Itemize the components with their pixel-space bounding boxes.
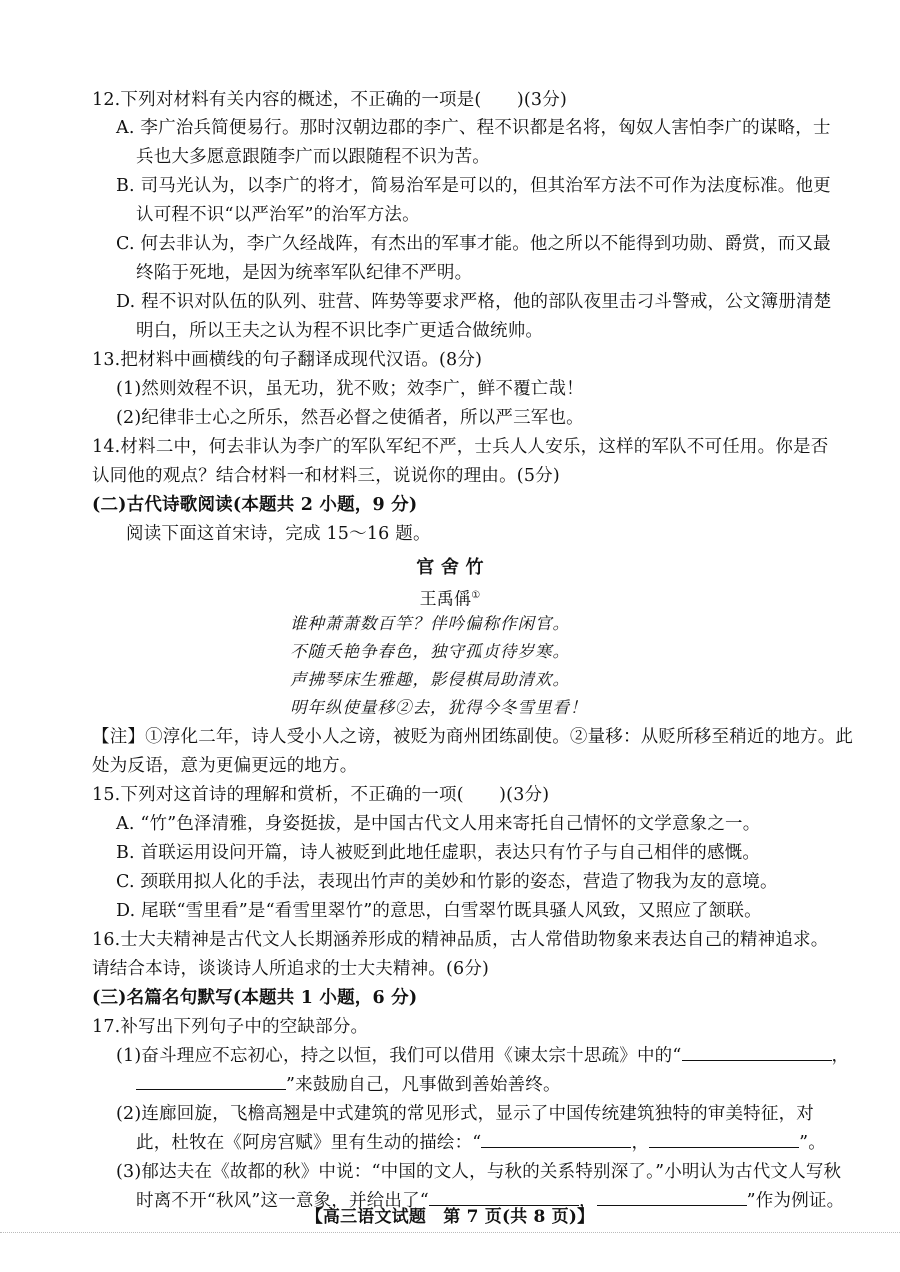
q12-option-d-line1: D. 程不识对队伍的队列、驻营、阵势等要求严格，他的部队夜里击刁斗警戒，公文簿册清楚	[116, 292, 832, 312]
q17-part3-end: ”作为例证。	[746, 1191, 845, 1211]
q15-option-b: B. 首联运用设问开篇，诗人被贬到此地任虚职，表达只有竹子与自己相伴的感慨。	[116, 843, 761, 863]
q17-part3-line1: (3)郁达夫在《故都的秋》中说：“中国的文人，与秋的关系特别深了。”小明认为古代文人写秋	[116, 1162, 842, 1182]
q17-part1-text-b: ”来鼓励自己，凡事做到善始善终。	[286, 1075, 561, 1095]
q17-part2-line1: (2)连廊回旋，飞檐高翘是中式建筑的常见形式，显示了中国传统建筑独特的审美特征，对	[116, 1104, 814, 1124]
section-2-intro: 阅读下面这首宋诗，完成 15～16 题。	[126, 524, 431, 544]
poem-line-4: 明年纵使量移②去，犹得今冬雪里看！	[290, 698, 588, 717]
poem-author	[0, 582, 900, 614]
poem-author-footnote-mark: ①	[471, 590, 481, 601]
q12-option-d-line2: 明白，所以王夫之认为程不识比李广更适合做统帅。	[136, 321, 544, 341]
page-footer: 【高三语文试题 第 7 页(共 8 页)】	[305, 1207, 595, 1227]
poem-note-line1: 【注】①淳化二年，诗人受小人之谤，被贬为商州团练副使。②量移：从贬所移至稍近的地方。此	[92, 727, 854, 747]
q12-option-a-line1: A. 李广治兵简便易行。那时汉朝边郡的李广、程不识都是名将，匈奴人害怕李广的谋略，士	[116, 118, 831, 138]
q12-option-a-line2: 兵也大多愿意跟随李广而以跟随程不识为苦。	[136, 147, 490, 167]
poem-line-3: 声拂琴床生雅趣，影侵棋局助清欢。	[290, 670, 570, 689]
q15-option-d: D. 尾联“雪里看”是“看雪里翠竹”的意思，白雪翠竹既具骚人风致，又照应了颔联。	[116, 901, 762, 921]
q12-option-c-line1: C. 何去非认为，李广久经战阵，有杰出的军事才能。他之所以不能得到功勋、爵赏，而又最	[116, 234, 831, 254]
q17-part3-text-b: 时离不开“秋风”这一意象，并给出了“	[136, 1191, 429, 1211]
q17-part2-end: ”。	[799, 1133, 827, 1153]
q12-stem: 12.下列对材料有关内容的概述，不正确的一项是( )(3分)	[92, 90, 567, 110]
q15-stem: 15.下列对这首诗的理解和赏析，不正确的一项( )(3分)	[92, 785, 550, 805]
q17-part2-comma: ，	[631, 1133, 650, 1153]
q17-part1-line2	[136, 1071, 561, 1099]
poem-title: 官 舍 竹	[416, 557, 484, 578]
q13-stem: 13.把材料中画横线的句子翻译成现代汉语。(8分)	[92, 350, 483, 370]
q16-line2: 请结合本诗，谈谈诗人所追求的士大夫精神。(6分)	[92, 959, 490, 979]
q17-part2-text-b: 此，杜牧在《阿房宫赋》里有生动的描绘：“	[136, 1133, 482, 1153]
q14-line1: 14.材料二中，何去非认为李广的军队军纪不严，士兵人人安乐，这样的军队不可任用。你是否	[92, 437, 829, 457]
q17-part2-line2	[136, 1129, 826, 1157]
q12-option-b-line2: 认可程不识“以严治军”的治军方法。	[136, 205, 420, 225]
q16-line1: 16.士大夫精神是古代文人长期涵养形成的精神品质，古人常借助物象来表达自己的精神追求。	[92, 930, 829, 950]
q15-option-a: A. “竹”色泽清雅，身姿挺拔，是中国古代文人用来寄托自己情怀的文学意象之一。	[116, 814, 761, 834]
q17-stem: 17.补写出下列句子中的空缺部分。	[92, 1017, 369, 1037]
q17-part1-line1	[116, 1042, 849, 1070]
q12-option-c-line2: 终陷于死地，是因为统率军队纪律不严明。	[136, 263, 473, 283]
section-3-heading: (三)名篇名句默写(本题共 1 小题，6 分)	[92, 988, 418, 1008]
section-2-heading: (二)古代诗歌阅读(本题共 2 小题，9 分)	[92, 495, 418, 515]
q14-line2: 认同他的观点？结合材料一和材料三，说说你的理由。(5分)	[92, 466, 560, 486]
q12-option-b-line1: B. 司马光认为，以李广的将才，简易治军是可以的，但其治军方法不可作为法度标准。他更	[116, 176, 831, 196]
q17-blank-2[interactable]	[136, 1071, 286, 1090]
q17-blank-1[interactable]	[682, 1042, 832, 1061]
q17-blank-4[interactable]	[649, 1129, 799, 1148]
q17-part1-comma: ，	[831, 1046, 850, 1066]
poem-note-line2: 处为反语，意为更偏更远的地方。	[92, 756, 358, 776]
poem-line-2: 不随夭艳争春色，独守孤贞待岁寒。	[290, 642, 570, 661]
q17-part3-comma: ，	[578, 1191, 597, 1211]
page-bottom-divider	[0, 1232, 900, 1233]
q13-sentence-1: (1)然则效程不识，虽无功，犹不败；效李广，鲜不覆亡哉！	[116, 379, 584, 399]
q17-blank-3[interactable]	[481, 1129, 631, 1148]
q15-option-c: C. 颈联用拟人化的手法，表现出竹声的美妙和竹影的姿态，营造了物我为友的意境。	[116, 872, 778, 892]
poem-author-name: 王禹偁	[419, 589, 472, 610]
poem-line-1: 谁种萧萧数百竿？伴吟偏称作闲官。	[290, 614, 570, 633]
q17-part1-text-a: (1)奋斗理应不忘初心，持之以恒，我们可以借用《谏太宗十思疏》中的“	[116, 1046, 682, 1066]
q13-sentence-2: (2)纪律非士心之所乐，然吾必督之使循者，所以严三军也。	[116, 408, 584, 428]
